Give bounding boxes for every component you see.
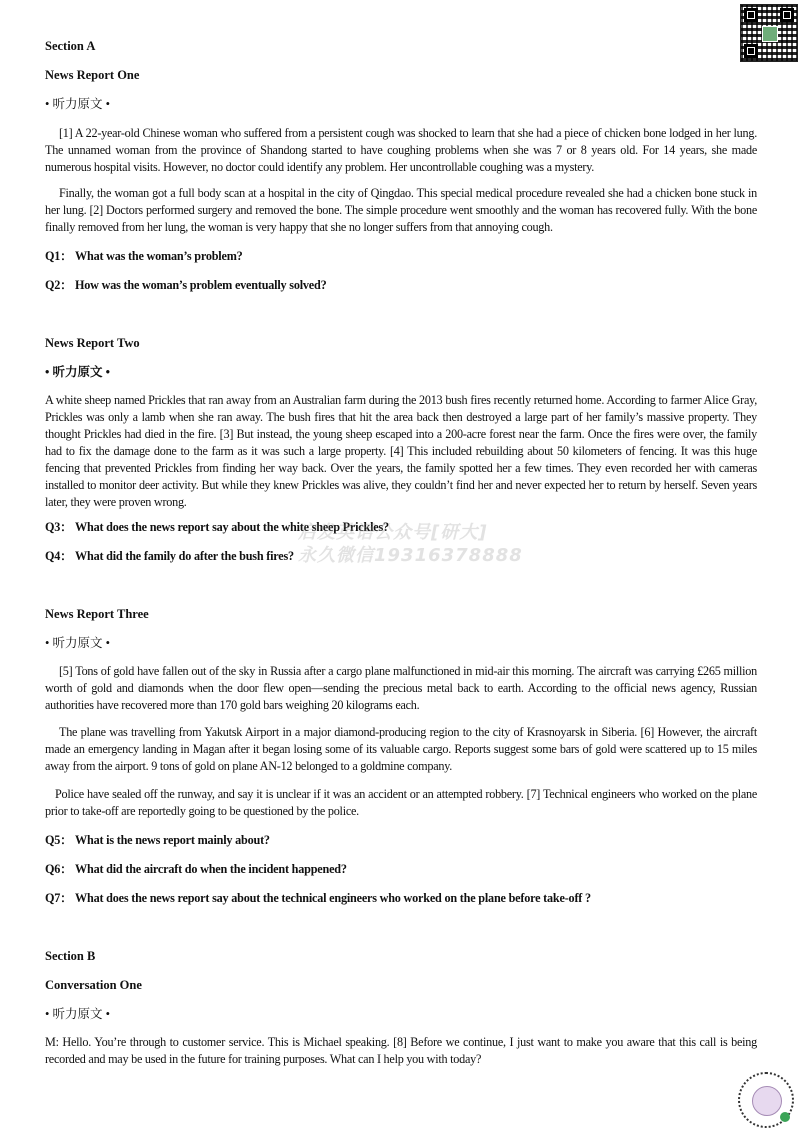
question-number: Q5：	[45, 833, 73, 847]
section-a-heading: Section A	[45, 39, 96, 53]
news-report-two-heading: News Report Two	[45, 336, 140, 350]
question-text: How was the woman’s problem eventually solved?	[75, 278, 327, 292]
transcript-tag: • 听力原文 •	[45, 97, 111, 111]
paragraph: Finally, the woman got a full body scan at a hospital in the city of Qingdao. This special medical procedure revealed she had a chicken bone stuck in her lung. [2] Doctors performed surgery and removed the bone. The simple procedure went smoothly and the woman has recovered fully. With the bone finally removed from her lung, the woman is very happy that she no longer suffers from that annoying cough.	[45, 186, 757, 234]
question-text: What does the news report say about the white sheep Prickles?	[75, 520, 389, 534]
question-text: What does the news report say about the technical engineers who worked on the plane before take-off ?	[75, 891, 591, 905]
question-q5	[45, 832, 270, 848]
paragraph: [5] Tons of gold have fallen out of the sky in Russia after a cargo plane malfunctioned in mid-air this morning. The aircraft was carrying £265 million worth of gold and diamonds when the door flew open—sending the precious metal back to earth. According to the official news agency, Russian authorities have recovered more than 170 gold bars weighing 20 kilograms each.	[45, 664, 757, 712]
question-q4	[45, 548, 294, 564]
question-number: Q7：	[45, 891, 73, 905]
watermark	[298, 521, 523, 567]
transcript-tag: • 听力原文 •	[45, 365, 111, 379]
mascot-badge-icon	[738, 1072, 794, 1128]
watermark-line: 永久微信19316378888	[298, 545, 523, 566]
watermark-line: 启发英语公众号[研大]	[298, 522, 488, 543]
paragraph: A white sheep named Prickles that ran away from an Australian farm during the 2013 bush fires recently returned home. According to farmer Alice Gray, Prickles was only a lamb when she ran away. The bush fires that hit the area back then destroyed a large part of her family’s massive property. They thought Prickles had died in the fire. [3] But instead, the young sheep escaped into a 200-acre forest near the farm. Once the fires were over, the family had to fix the damage done to the farm as it was such a large property. [4] This included rebuilding about 50 kilometers of fencing. It was this huge fencing that prevented Prickles from finding her way back. Over the years, the family spotted her a few times. They even recorded her with cameras installed to monitor deer activity. But while they knew Prickles was alive, they couldn’t find her and never expected her to return by herself. Seven years later, they were proven wrong.	[45, 393, 757, 509]
question-number: Q6：	[45, 862, 73, 876]
question-text: What is the news report mainly about?	[75, 833, 270, 847]
question-number: Q3：	[45, 520, 73, 534]
paragraph: The plane was travelling from Yakutsk Airport in a major diamond-producing region to the city of Krasnoyarsk in Siberia. [6] However, the aircraft made an emergency landing in Magan after it began losing some of its valuable cargo. Reports suggest some bars of gold were scattered up to 15 miles away from the airport. 9 tons of gold on plane AN-12 belonged to a goldmine company.	[45, 725, 757, 773]
question-text: What did the family do after the bush fires?	[75, 549, 294, 563]
paragraph: Police have sealed off the runway, and say it is unclear if it was an accident or an attempted robbery. [7] Technical engineers who worked on the plane prior to take-off are reportedly going to be questioned by the police.	[45, 787, 757, 818]
paragraph: [1] A 22-year-old Chinese woman who suffered from a persistent cough was shocked to learn that she had a piece of chicken bone lodged in her lung. The unnamed woman from the province of Shandong started to have coughing problems when she was 7 or 8 years old. For 14 years, she made numerous hospital visits. However, no doctor could identify any problem. Her uncontrollable coughing was a mystery.	[45, 126, 757, 174]
qr-code-icon	[740, 4, 798, 62]
question-number: Q4：	[45, 549, 73, 563]
question-q7	[45, 890, 591, 906]
transcript-tag: • 听力原文 •	[45, 1007, 111, 1021]
question-text: What was the woman’s problem?	[75, 249, 243, 263]
paragraph: M: Hello. You’re through to customer service. This is Michael speaking. [8] Before we continue, I just want to make you aware that this call is being recorded and may be used in the future for training purposes. What can I help you with today?	[45, 1035, 757, 1066]
question-number: Q2：	[45, 278, 73, 292]
question-number: Q1：	[45, 249, 73, 263]
question-text: What did the aircraft do when the incident happened?	[75, 862, 347, 876]
question-q2	[45, 277, 326, 293]
question-q6	[45, 861, 347, 877]
conversation-one-heading: Conversation One	[45, 978, 142, 992]
news-report-one-heading: News Report One	[45, 68, 140, 82]
section-b-heading: Section B	[45, 949, 96, 963]
news-report-three-heading: News Report Three	[45, 607, 149, 621]
question-q1	[45, 248, 243, 264]
transcript-tag: • 听力原文 •	[45, 636, 111, 650]
